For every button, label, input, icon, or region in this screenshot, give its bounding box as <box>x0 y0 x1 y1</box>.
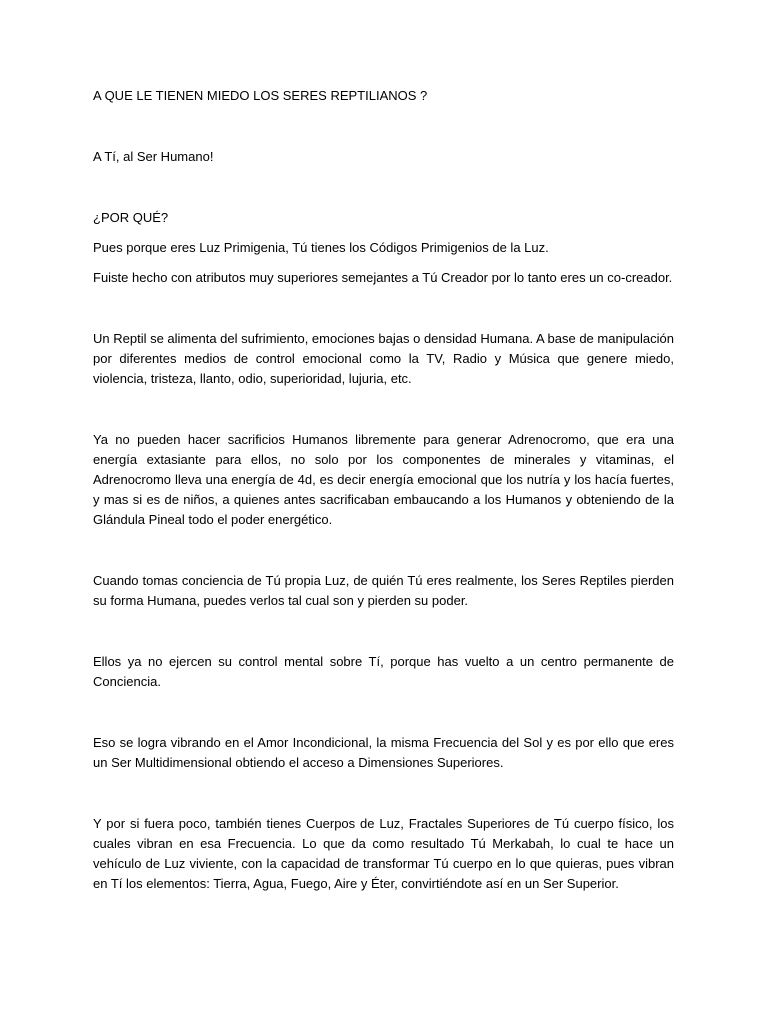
paragraph-mental-control: Ellos ya no ejercen su control mental sobre Tí, porque has vuelto a un centro permanente de Conciencia. <box>93 654 674 689</box>
paragraph-creator: Fuiste hecho con atributos muy superiores semejantes a Tú Creador por lo tanto eres un co-creador. <box>93 270 673 285</box>
paragraph-awareness: Cuando tomas conciencia de Tú propia Luz, de quién Tú eres realmente, los Seres Reptiles pierden su forma Humana, puedes verlos tal cual son y pierden su poder. <box>93 573 674 608</box>
paragraph-unconditional-love: Eso se logra vibrando en el Amor Incondicional, la misma Frecuencia del Sol y es por ello que eres un Ser Multidimensional obtiendo el acceso a Dimensiones Superiores. <box>93 735 674 770</box>
document-title: A QUE LE TIENEN MIEDO LOS SERES REPTILIANOS ? <box>93 88 428 103</box>
paragraph-sacrifices: Ya no pueden hacer sacrificios Humanos libremente para generar Adrenocromo, que era una energía extasiante para ellos, no solo por los componentes de minerales y vitaminas, el Adrenocromo lleva una energía de 4d, es decir energía emocional que los nutría y los hacía fuertes, y mas si es de niños, a quienes antes sacrificaban embaucando a los Humanos y obteniendo de la Glándula Pineal todo el poder energético. <box>93 432 674 527</box>
paragraph-light: Pues porque eres Luz Primigenia, Tú tienes los Códigos Primigenios de la Luz. <box>93 240 549 255</box>
paragraph-reptil-feeds: Un Reptil se alimenta del sufrimiento, emociones bajas o densidad Humana. A base de manipulación por diferentes medios de control emocional como la TV, Radio y Música que genere miedo, violencia, tristeza, llanto, odio, superioridad, lujuria, etc. <box>93 331 675 386</box>
document-body <box>93 86 674 894</box>
paragraph-answer: A Tí, al Ser Humano! <box>93 149 214 164</box>
paragraph-light-bodies: Y por si fuera poco, también tienes Cuerpos de Luz, Fractales Superiores de Tú cuerpo físico, los cuales vibran en esa Frecuencia. Lo que da como resultado Tú Merkabah, lo cual te hace un vehículo de Luz viviente, con la capacidad de transformar Tú cuerpo en lo que quieras, pues vibran en Tí los elementos: Tierra, Agua, Fuego, Aire y Éter, convirtiéndote así en un Ser Superior. <box>93 816 674 891</box>
paragraph-question: ¿POR QUÉ? <box>93 210 169 225</box>
